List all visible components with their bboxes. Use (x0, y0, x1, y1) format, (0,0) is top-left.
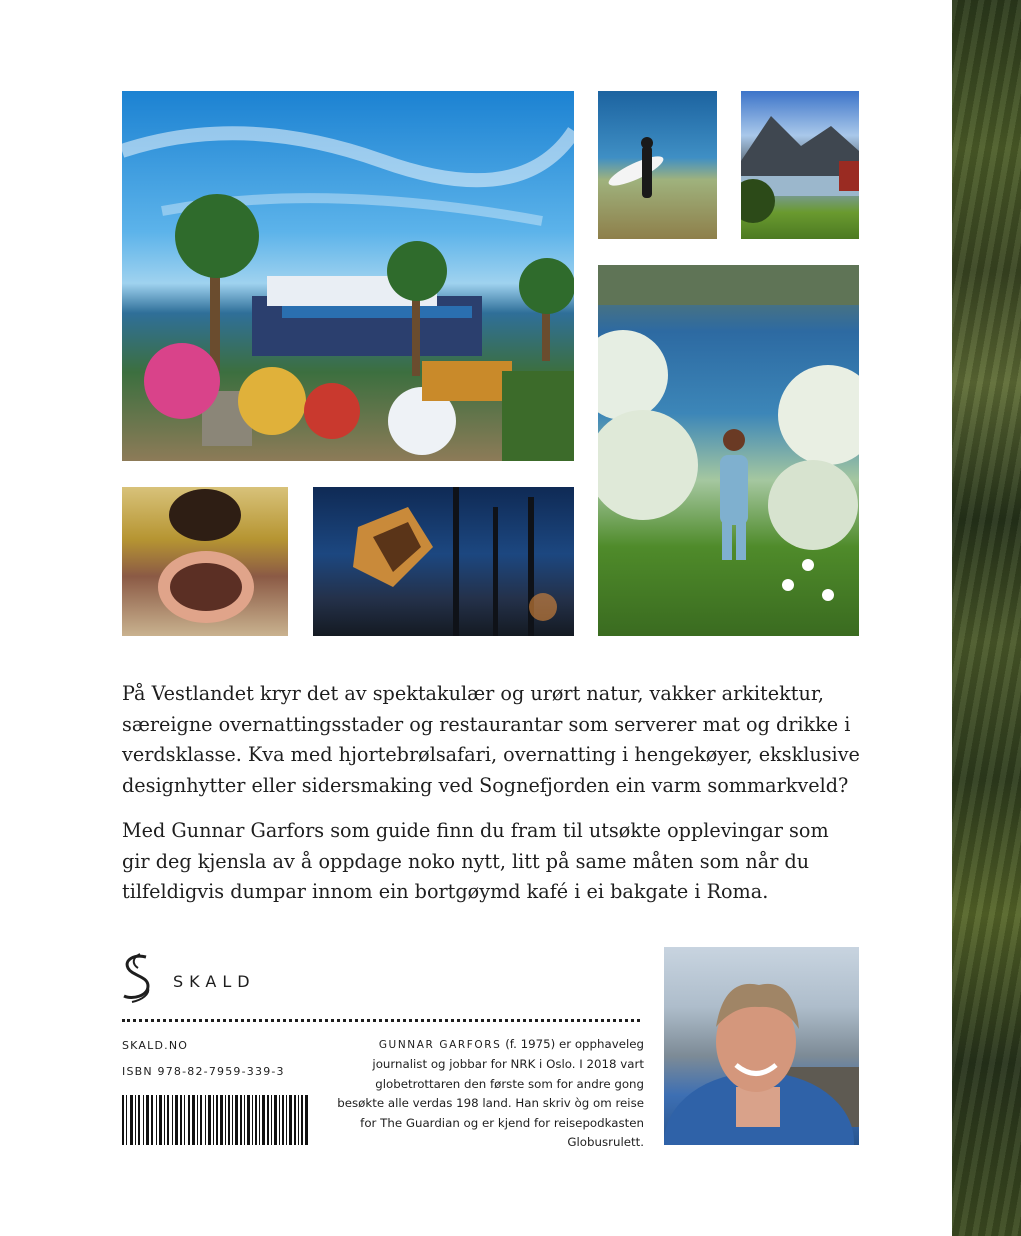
author-bio (330, 1035, 644, 1152)
blossom-orchard-photo (598, 265, 859, 636)
dotted-divider (122, 1019, 640, 1022)
description-paragraph-2: Med Gunnar Garfors som guide finn du fram til utsøkte opplevingar som gir deg kjensla av å oppdage noko nytt, litt på same måten som når du tilfeldigvis dumpar innom ein bortgøymd kafé i ei bakgate i Roma. (122, 819, 829, 903)
author-name: GUNNAR GARFORS (378, 1039, 502, 1051)
isbn-number: ISBN 978-82-7959-339-3 (122, 1065, 285, 1078)
author-bio-text: (f. 1975) er opphaveleg journalist og jobbar for NRK i Oslo. I 2018 vart globetrottaren den første som for andre gong besøkte alle verdas 198 land. Han skriv òg om reise for The Guardian og er kjend for reisepodkasten Globusrulett. (337, 1037, 644, 1150)
fjord-cabin-photo (741, 91, 859, 239)
cocoa-beans-photo (122, 487, 288, 636)
publisher-website: SKALD.NO (122, 1039, 189, 1052)
publisher-name: SKALD (173, 972, 256, 991)
isbn-barcode (122, 1095, 308, 1145)
spine-forest-strip (952, 0, 1021, 1236)
skald-logo-icon (120, 952, 154, 1006)
harbour-ferry-palms-photo (122, 91, 574, 461)
author-portrait-photo (664, 947, 859, 1145)
treehouse-night-photo (313, 487, 574, 636)
description-paragraph-1: På Vestlandet kryr det av spektakulær og urørt natur, vakker arkitektur, særeigne overnattingsstader og restaurantar som serverer mat og drikke i verdsklasse. Kva med hjortebrølsafari, overnatting i hengekøyer, eksklusive designhytter eller sidersmaking ved Sognefjorden ein varm sommarkveld? (122, 682, 860, 797)
surfer-beach-photo (598, 91, 717, 239)
